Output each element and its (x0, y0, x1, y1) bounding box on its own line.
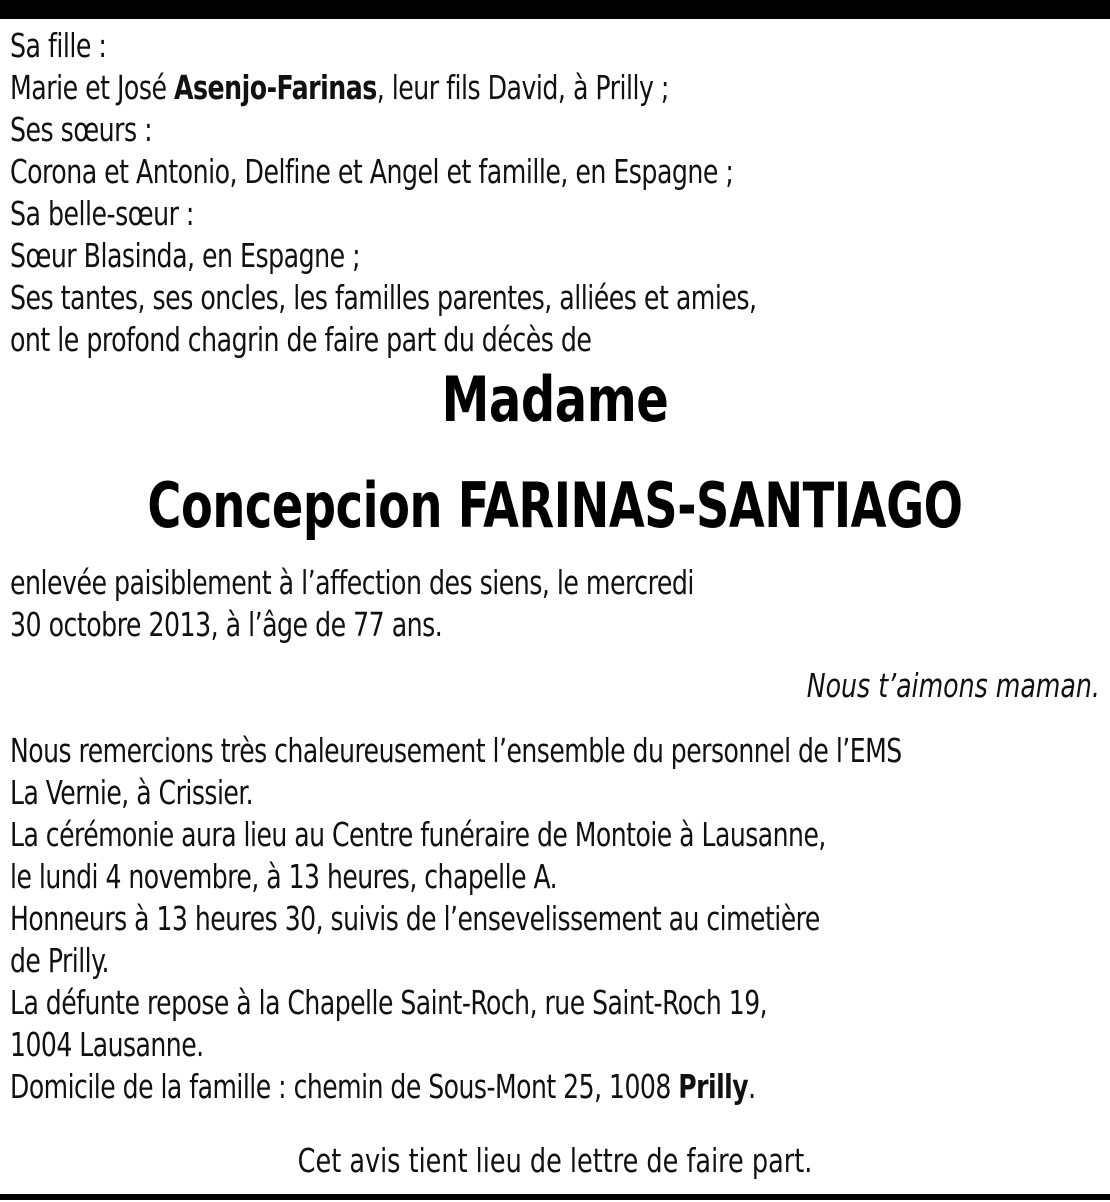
death-line-2: 30 octobre 2013, à l’âge de 77 ans. (10, 605, 443, 644)
info-repose-line-1: La défunte repose à la Chapelle Saint-Roch, rue Saint-Roch 19, (10, 983, 768, 1022)
info-address-post: . (748, 1067, 756, 1106)
family-surname-bold: Asenjo-Farinas (174, 68, 377, 107)
deceased-name-block (0, 466, 1110, 546)
ceremony-information (10, 730, 936, 1108)
deceased-heading (0, 360, 1110, 440)
intro-line2-pre: Marie et José (10, 68, 175, 107)
death-line-1: enlevée paisiblement à l’affection des siens, le mercredi (10, 563, 694, 602)
intro-line-daughter-names (10, 67, 942, 109)
info-honours-line-1: Honneurs à 13 heures 30, suivis de l’ensevelissement au cimetière (10, 899, 820, 938)
intro-line-relatives: Ses tantes, ses oncles, les familles parentes, alliées et amies, (10, 278, 757, 317)
info-thanks-line-2: La Vernie, à Crissier. (10, 773, 254, 812)
death-details (10, 562, 942, 646)
intro-line-announcement: ont le profond chagrin de faire part du décès de (10, 320, 592, 359)
info-honours-line-2: de Prilly. (10, 941, 109, 980)
intro-line-sister-in-law-heading: Sa belle-sœur : (10, 194, 194, 233)
deceased-title: Madame (441, 363, 669, 436)
info-family-address (10, 1066, 936, 1108)
closing-note: Cet avis tient lieu de lettre de faire part. (297, 1141, 813, 1180)
bottom-border-rule (0, 1194, 1110, 1200)
intro-line-sisters-names: Corona et Antonio, Delfine et Angel et famille, en Espagne ; (10, 152, 734, 191)
family-motto: Nous t’aimons maman. (806, 666, 1100, 705)
deceased-name: Concepcion FARINAS-SANTIAGO (147, 469, 963, 542)
intro-line2-post: , leur fils David, à Prilly ; (376, 68, 669, 107)
family-announcement (10, 25, 942, 361)
intro-line-sister-in-law-name: Sœur Blasinda, en Espagne ; (10, 236, 361, 275)
top-border-rule (0, 0, 1110, 19)
info-repose-line-2: 1004 Lausanne. (10, 1025, 204, 1064)
intro-line-daughter-heading: Sa fille : (10, 26, 107, 65)
info-ceremony-line-2: le lundi 4 novembre, à 13 heures, chapelle A. (10, 857, 558, 896)
info-address-pre: Domicile de la famille : chemin de Sous-Mont 25, 1008 (10, 1067, 679, 1106)
info-address-town-bold: Prilly (678, 1067, 749, 1106)
info-thanks-line-1: Nous remercions très chaleureusement l’ensemble du personnel de l’EMS (10, 731, 902, 770)
intro-line-sisters-heading: Ses sœurs : (10, 110, 153, 149)
info-ceremony-line-1: La cérémonie aura lieu au Centre funéraire de Montoie à Lausanne, (10, 815, 826, 854)
